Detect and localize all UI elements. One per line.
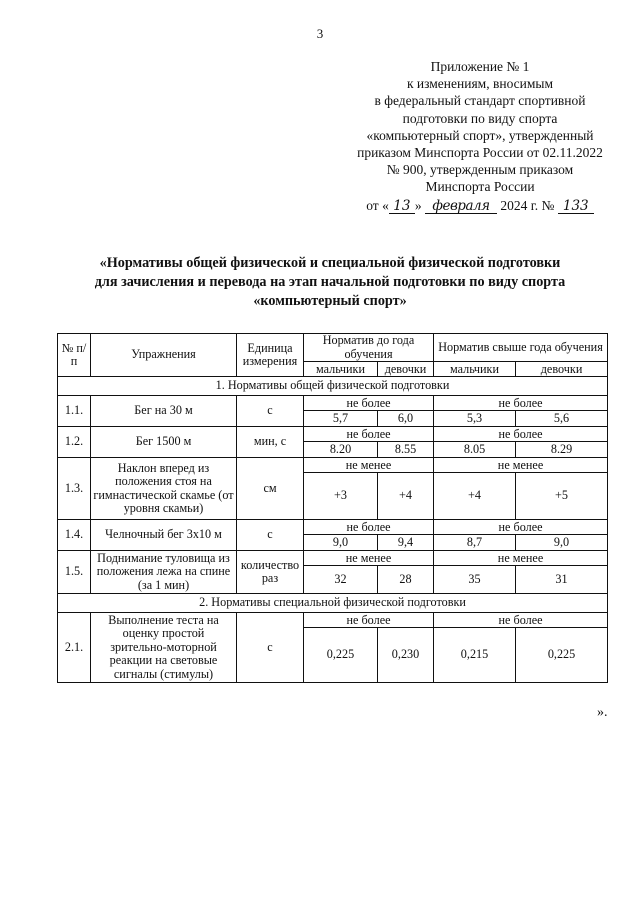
annex-line: к изменениям, вносимым [406, 76, 554, 92]
handwritten-day: 13 [389, 200, 415, 214]
row-exercise: Выполнение теста на оценку простой зрительно-моторной реакции на световые сигналы (стимулы) [91, 613, 237, 683]
handwritten-order-number: 133 [558, 200, 594, 214]
value-cell: +5 [516, 473, 608, 520]
annex-line: подготовки по виду спорта [402, 110, 558, 126]
row-condition: не более [304, 613, 434, 628]
table-row [58, 520, 608, 535]
annex-line: № 900, утвержденным приказом [386, 162, 574, 178]
date-mid: » [414, 197, 422, 213]
value-cell: 9,0 [516, 535, 608, 551]
row-num: 2.1. [58, 613, 91, 683]
value-cell: 0,225 [516, 628, 608, 683]
header-boys: мальчики [434, 362, 516, 377]
row-num: 1.2. [58, 427, 91, 458]
value-cell: 0,215 [434, 628, 516, 683]
row-exercise: Наклон вперед из положения стоя на гимнастической скамье (от уровня скамьи) [91, 458, 237, 520]
row-unit: см [237, 458, 304, 520]
header-unit: Единица измерения [237, 334, 304, 377]
value-cell: 8,7 [434, 535, 516, 551]
date-year: 2024 г. № [500, 197, 555, 213]
value-cell: +4 [434, 473, 516, 520]
closing-quote: ». [597, 705, 608, 720]
row-num: 1.5. [58, 551, 91, 594]
section-title: 2. Нормативы специальной физической подготовки [58, 594, 608, 613]
row-num: 1.3. [58, 458, 91, 520]
table-row [58, 551, 608, 566]
value-cell: 9,4 [378, 535, 434, 551]
value-cell: +4 [378, 473, 434, 520]
row-condition: не более [434, 613, 608, 628]
row-condition: не более [304, 427, 434, 442]
row-unit: мин, с [237, 427, 304, 458]
row-condition: не более [434, 396, 608, 411]
page-number: 3 [316, 26, 324, 41]
annex-line: Минспорта России [425, 179, 535, 195]
header-boys: мальчики [304, 362, 378, 377]
document-title [60, 254, 600, 311]
row-condition: не более [304, 396, 434, 411]
header-row [58, 334, 608, 362]
row-condition: не более [434, 520, 608, 535]
row-exercise: Бег 1500 м [91, 427, 237, 458]
value-cell: 31 [516, 566, 608, 594]
section-title: 1. Нормативы общей физической подготовки [58, 377, 608, 396]
row-condition: не менее [304, 458, 434, 473]
row-num: 1.4. [58, 520, 91, 551]
table-row [58, 613, 608, 628]
title-line: для зачисления и перевода на этап начальной подготовки по виду спорта [94, 274, 566, 290]
value-cell: 8.20 [304, 442, 378, 458]
value-cell: 0,225 [304, 628, 378, 683]
row-unit: количество раз [237, 551, 304, 594]
value-cell: +3 [304, 473, 378, 520]
value-cell: 8.55 [378, 442, 434, 458]
row-exercise: Челночный бег 3х10 м [91, 520, 237, 551]
row-condition: не более [304, 520, 434, 535]
annex-line: в федеральный стандарт спортивной [374, 93, 586, 109]
value-cell: 32 [304, 566, 378, 594]
date-prefix: от « [366, 197, 389, 213]
value-cell: 5,7 [304, 411, 378, 427]
row-num: 1.1. [58, 396, 91, 427]
row-exercise: Бег на 30 м [91, 396, 237, 427]
header-girls: девочки [516, 362, 608, 377]
row-condition: не менее [434, 458, 608, 473]
header-exercise: Упражнения [91, 334, 237, 377]
annex-block [330, 58, 630, 214]
norms-table [57, 333, 608, 683]
value-cell: 35 [434, 566, 516, 594]
order-date-line [330, 197, 630, 214]
value-cell: 5,6 [516, 411, 608, 427]
value-cell: 5,3 [434, 411, 516, 427]
row-unit: с [237, 396, 304, 427]
table-row [58, 396, 608, 411]
row-condition: не более [434, 427, 608, 442]
handwritten-month: февраля [425, 200, 497, 214]
section-row [58, 377, 608, 396]
row-condition: не менее [304, 551, 434, 566]
value-cell: 8.05 [434, 442, 516, 458]
annex-line: Приложение № 1 [430, 59, 530, 74]
title-line: «Нормативы общей физической и специальной физической подготовки [99, 255, 561, 271]
section-row [58, 594, 608, 613]
value-cell: 0,230 [378, 628, 434, 683]
table-row [58, 427, 608, 442]
value-cell: 8.29 [516, 442, 608, 458]
value-cell: 6,0 [378, 411, 434, 427]
header-norm-after: Норматив свыше года обучения [434, 334, 608, 362]
row-unit: с [237, 613, 304, 683]
row-condition: не менее [434, 551, 608, 566]
header-girls: девочки [378, 362, 434, 377]
value-cell: 28 [378, 566, 434, 594]
row-unit: с [237, 520, 304, 551]
title-line: «компьютерный спорт» [253, 293, 407, 309]
annex-line: «компьютерный спорт», утвержденный [366, 127, 594, 143]
header-num: № п/п [58, 334, 91, 377]
value-cell: 9,0 [304, 535, 378, 551]
table-row [58, 458, 608, 473]
header-norm-before: Норматив до года обучения [304, 334, 434, 362]
annex-line: приказом Минспорта России от 02.11.2022 [357, 145, 603, 161]
row-exercise: Поднимание туловища из положения лежа на спине (за 1 мин) [91, 551, 237, 594]
